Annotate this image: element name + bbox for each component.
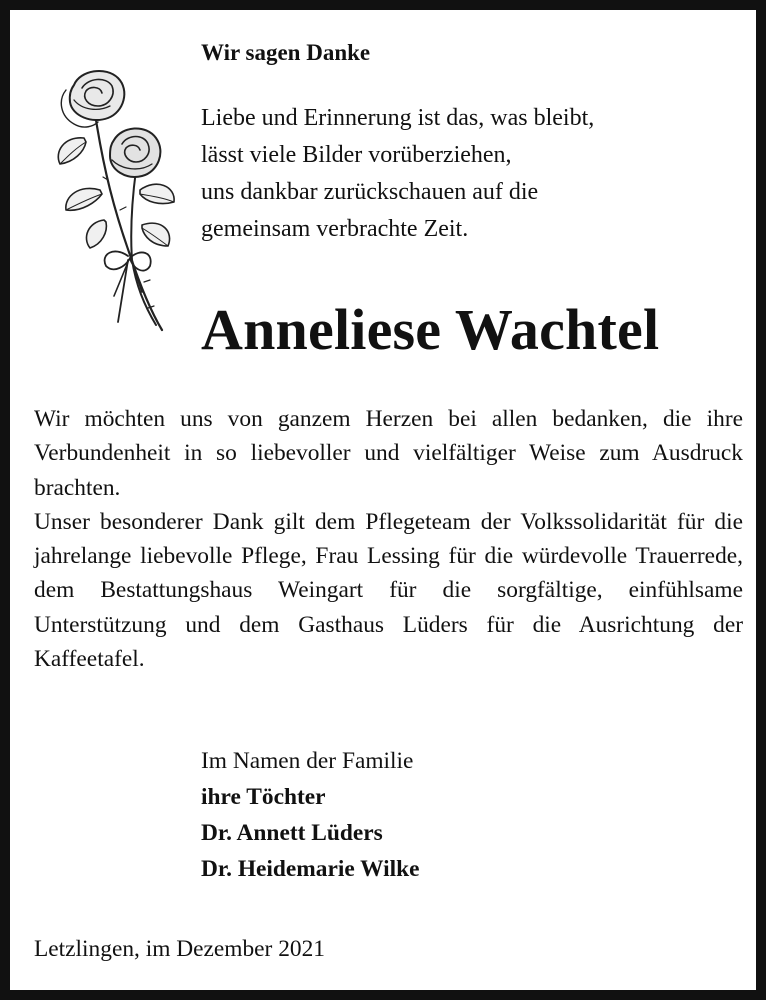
body-paragraph: Wir möchten uns von ganzem Herzen bei allen bedanken, die ihre Verbundenheit in so liebevoller und vielfältiger Weise zum Ausdruck brachten. [34, 406, 743, 501]
poem-line: lässt viele Bilder vorüberziehen, [201, 142, 512, 168]
signature-intro: Im Namen der Familie [201, 748, 414, 774]
signature-block [201, 743, 420, 887]
signature-name: Dr. Annett Lüders [201, 820, 383, 846]
poem [201, 100, 594, 248]
poem-line: Liebe und Erinnerung ist das, was bleibt, [201, 105, 595, 131]
poem-line: uns dankbar zurückschauen auf die [201, 179, 539, 205]
signature-name: Dr. Heidemarie Wilke [201, 856, 420, 882]
rose-icon [44, 60, 179, 335]
place-date: Letzlingen, im Dezember 2021 [34, 936, 325, 962]
poem-line: gemeinsam verbrachte Zeit. [201, 216, 469, 242]
signature-relation: ihre Töchter [201, 784, 326, 810]
body-paragraph: Unser besonderer Dank gilt dem Pflegeteam der Volkssolidarität für die jahrelange liebevolle Pflege, Frau Lessing für die würdevolle Trauerrede, dem Bestattungshaus Weingart für die sorgfältige, einfühlsame Unterstützung und dem Gasthaus Lüders für die Ausrichtung der Kaffeetafel. [34, 508, 743, 673]
body-text [34, 402, 743, 676]
heading: Wir sagen Danke [201, 40, 371, 65]
deceased-name: Anneliese Wachtel [201, 297, 660, 362]
